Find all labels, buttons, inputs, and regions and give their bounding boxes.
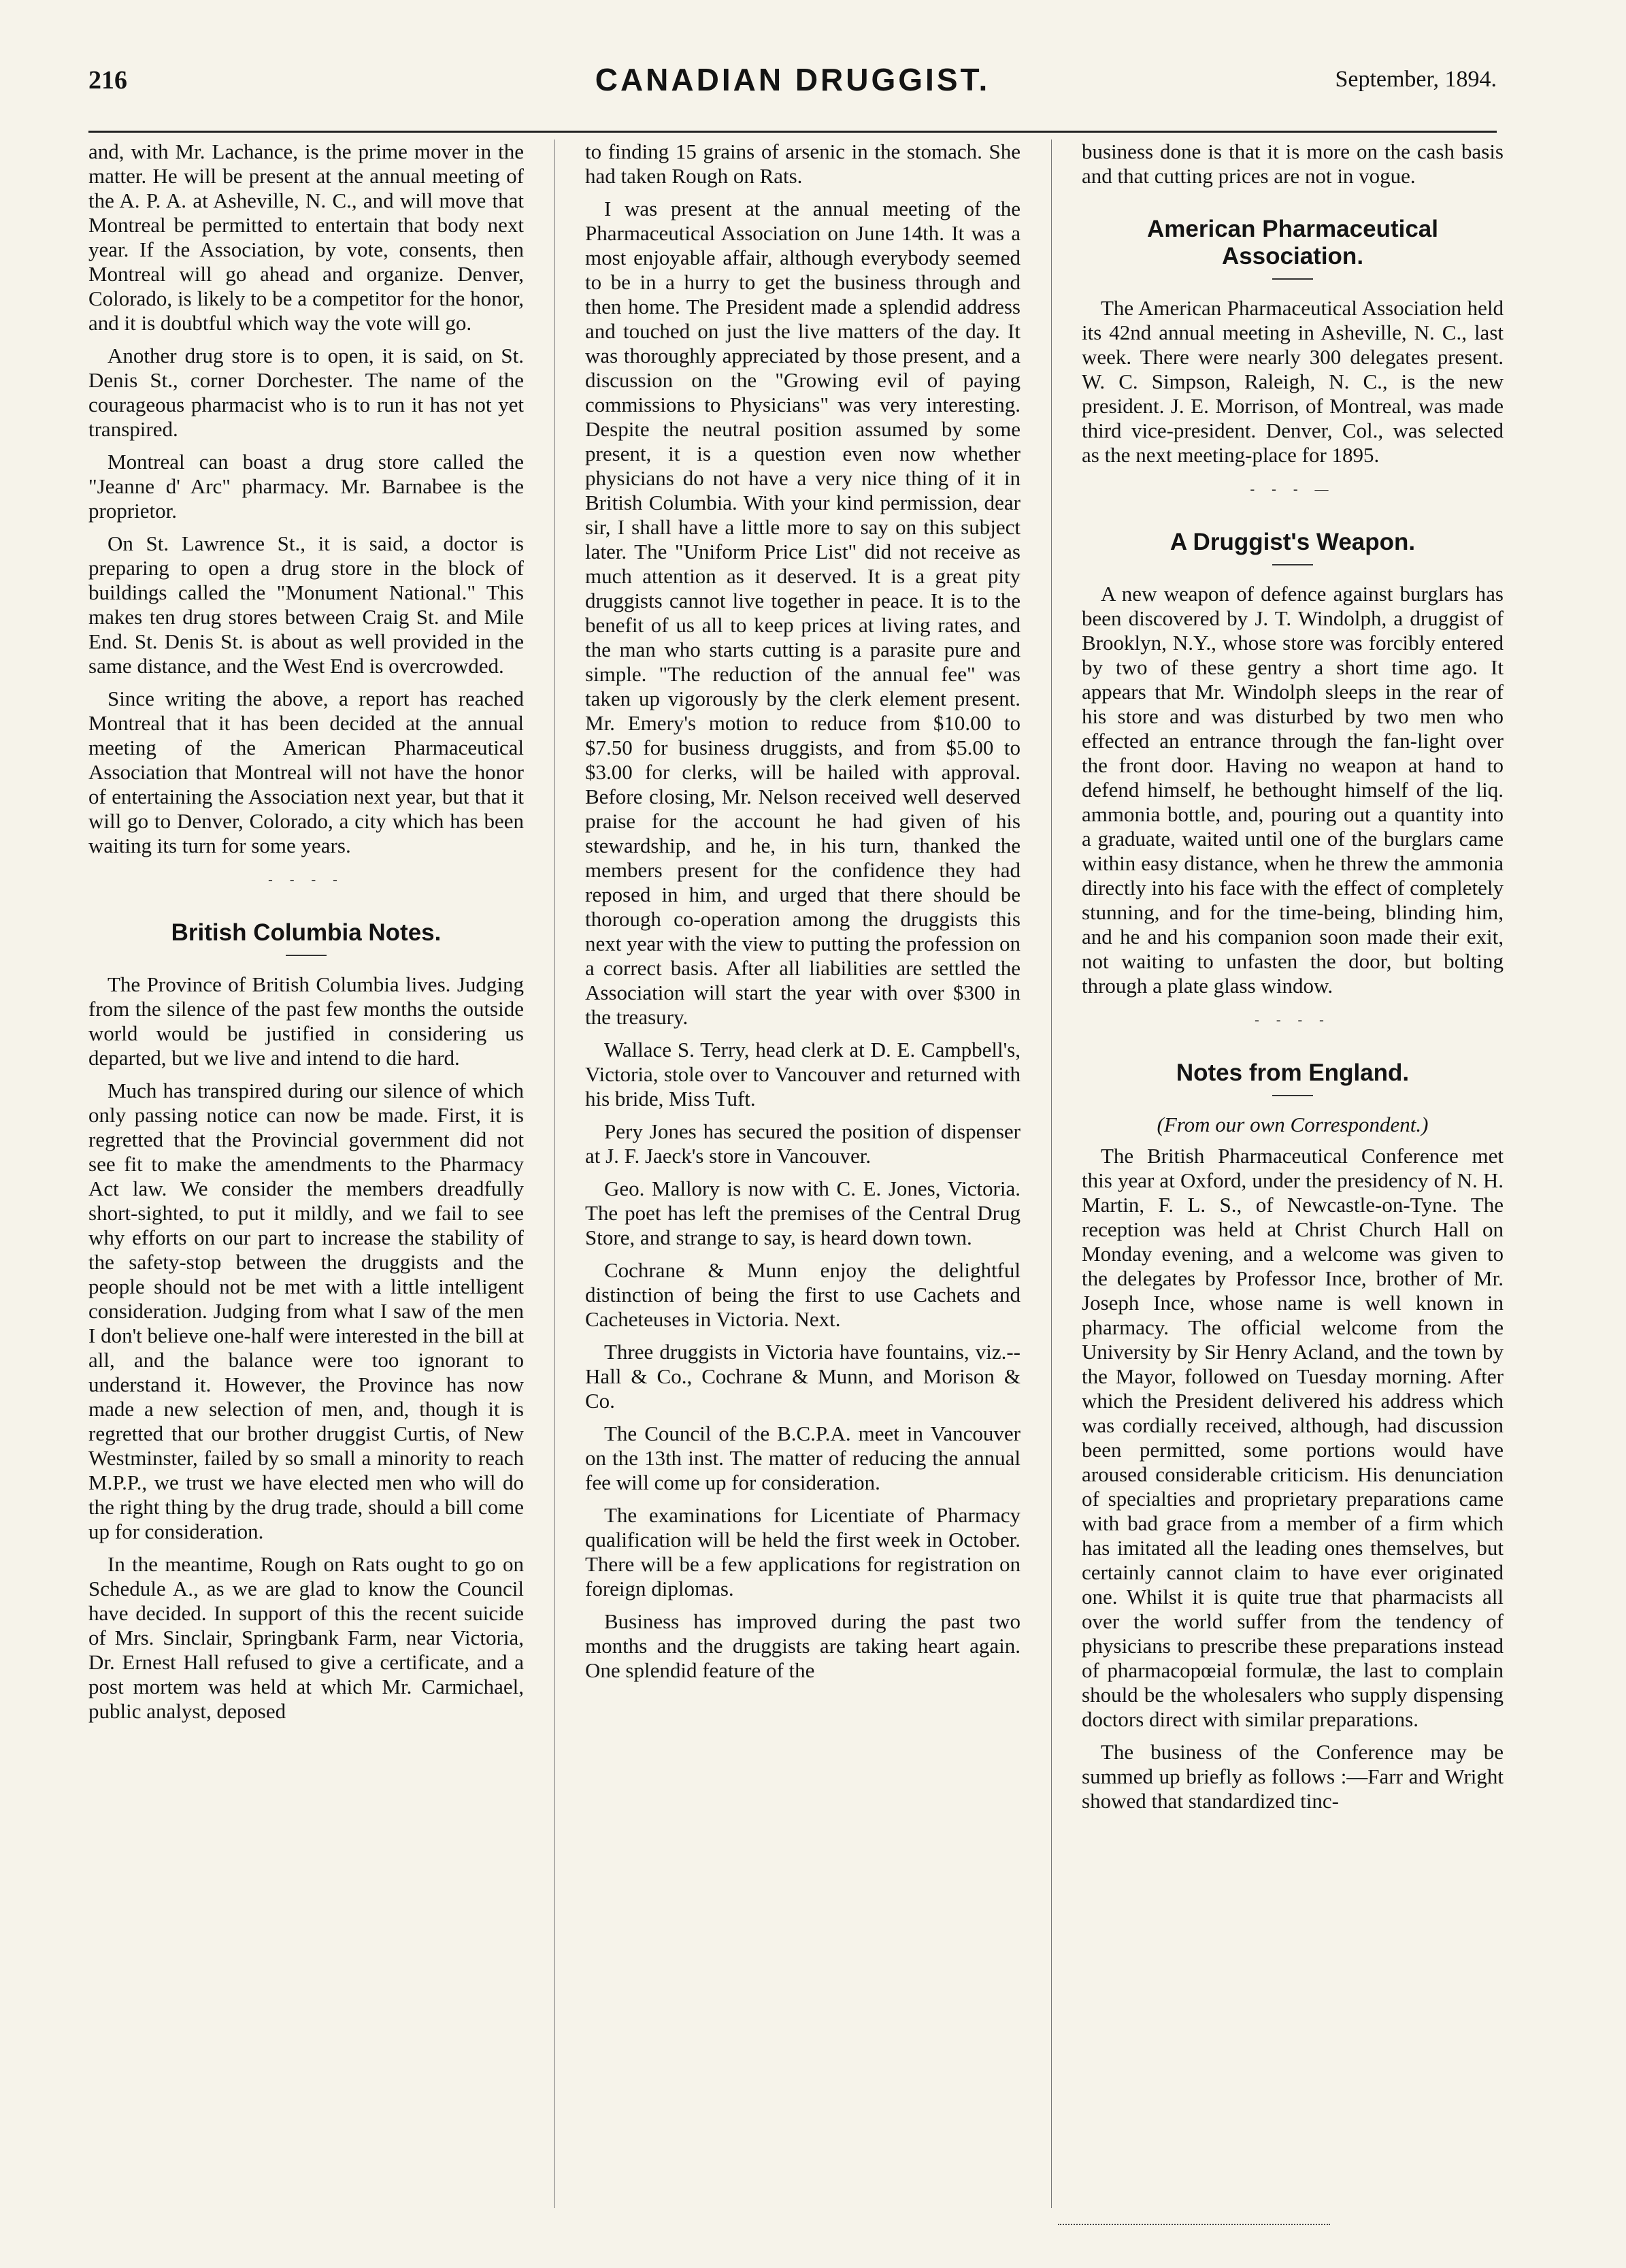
paragraph: Much has transpired during our silence of which only passing notice can now be made. First, it is regretted that the Provincial government did not see fit to make the amendments to the Pharmacy Act law. We consider the members dreadfully short-sighted, to put it mildly, and we fail to see why efforts on our part to increase the stability of the safety-stop between the druggists and the people should not be met with a little intelligent consideration. Judging from what I saw of the men I don't believe one-half were interested in the bill at all, and the balance were too ignorant to understand it. However, the Province has now made a new selection of men, and, though it is regretted that our brother druggist Curtis, of New Westminster, failed by so small a minority to reach M.P.P., we trust we have elected men who will do the right thing by the drug trade, should a bill come up for consideration. xyxy=(88,1079,524,1543)
paragraph: business done is that it is more on the cash basis and that cutting prices are not in vogue. xyxy=(1082,139,1504,188)
section-divider: - - - - xyxy=(1255,1013,1331,1028)
byline: (From our own Correspondent.) xyxy=(1157,1113,1429,1136)
column-2 xyxy=(585,139,1021,2215)
column-3 xyxy=(1082,139,1504,2215)
paragraph: Montreal can boast a drug store called the "Jeanne d' Arc" pharmacy. Mr. Barnabee is the proprietor. xyxy=(88,450,524,523)
paragraph: to finding 15 grains of arsenic in the stomach. She had taken Rough on Rats. xyxy=(585,139,1021,188)
section-heading: American Pharmaceutical Association. xyxy=(1147,216,1438,269)
column-1 xyxy=(88,139,524,2215)
paragraph: The Province of British Columbia lives. Judging from the silence of the past few months the outside world would be justified in considering us departed, but we live and intend to die hard. xyxy=(88,972,524,1070)
section-divider: - - - — xyxy=(1250,482,1335,497)
paragraph: A new weapon of defence against burglars has been discovered by J. T. Windolph, a druggist of Brooklyn, N.Y., whose store was forcibly entered by two of these gentry a short time ago. It appears that Mr. Windolph sleeps in the rear of his store and was disturbed by two men who effected an entrance through the fan-light over the front door. Having no weapon at hand to defend himself, he bethought himself of the liq. ammonia bottle, and, pouring out a quantity into a graduate, waited until one of the burglars came within easy distance, when he threw the ammonia directly into his face with the effect of completely stunning, and for the time-being, blinding him, and he and his companion soon made their exit, not waiting to unfasten the door, but bolting through a plate glass window. xyxy=(1082,582,1504,998)
section-heading: Notes from England. xyxy=(1176,1059,1410,1086)
paragraph: Business has improved during the past two months and the druggists are taking heart again. One splendid feature of the xyxy=(585,1609,1021,1682)
header-rule xyxy=(88,131,1497,133)
journal-title: CANADIAN DRUGGIST. xyxy=(595,62,991,97)
heading-rule xyxy=(1272,278,1313,280)
paragraph: and, with Mr. Lachance, is the prime mover in the matter. He will be present at the annual meeting of the A. P. A. at Asheville, N. C., and will move that Montreal be permitted to entertain that body next year. If the Association, by vote, consents, then Montreal will go ahead and organize. Denver, Colorado, is likely to be a competitor for the honor, and it is doubtful which way the vote will go. xyxy=(88,139,524,335)
paragraph: Another drug store is to open, it is said, on St. Denis St., corner Dorchester. The name of the courageous pharmacist who is to run it has not yet transpired. xyxy=(88,344,524,441)
heading-rule xyxy=(1272,564,1313,565)
issue-date: September, 1894. xyxy=(1335,67,1497,92)
page-number: 216 xyxy=(88,66,127,95)
paragraph: The examinations for Licentiate of Pharmacy qualification will be held the first week in October. There will be a few applications for registration on foreign diplomas. xyxy=(585,1503,1021,1600)
paragraph: In the meantime, Rough on Rats ought to go on Schedule A., as we are glad to know the Council have decided. In support of this the recent suicide of Mrs. Sinclair, Springbank Farm, near Victoria, Dr. Ernest Hall refused to give a certificate, and a post mortem was held at which Mr. Carmichael, public analyst, deposed xyxy=(88,1552,524,1723)
paragraph: The Council of the B.C.P.A. meet in Vancouver on the 13th inst. The matter of reducing the annual fee will come up for consideration. xyxy=(585,1421,1021,1494)
paragraph: On St. Lawrence St., it is said, a doctor is preparing to open a drug store in the block of buildings called the "Monument National." This makes ten drug stores between Craig St. and Mile End. St. Denis St. is about as well provided in the same distance, and the West End is overcrowded. xyxy=(88,531,524,678)
section-heading: British Columbia Notes. xyxy=(171,919,442,946)
paragraph: The business of the Conference may be summed up briefly as follows :—Farr and Wright showed that standardized tinc- xyxy=(1082,1740,1504,1813)
column-divider xyxy=(1051,139,1052,2208)
paragraph: Since writing the above, a report has reached Montreal that it has been decided at the annual meeting of the American Pharmaceutical Association that Montreal will not have the honor of entertaining the Association next year, but that it will go to Denver, Colorado, a city which has been waiting its turn for some years. xyxy=(88,687,524,857)
page-header xyxy=(88,61,1497,102)
paragraph: Three druggists in Victoria have fountains, viz.--Hall & Co., Cochrane & Munn, and Morison & Co. xyxy=(585,1340,1021,1413)
footer-dotted-rule xyxy=(1058,2224,1330,2225)
paragraph: Wallace S. Terry, head clerk at D. E. Campbell's, Victoria, stole over to Vancouver and returned with his bride, Miss Tuft. xyxy=(585,1038,1021,1111)
heading-rule xyxy=(1272,1095,1313,1096)
column-divider xyxy=(554,139,555,2208)
heading-rule xyxy=(286,955,327,956)
section-heading: A Druggist's Weapon. xyxy=(1169,529,1416,555)
paragraph: Pery Jones has secured the position of dispenser at J. F. Jaeck's store in Vancouver. xyxy=(585,1119,1021,1168)
paragraph: I was present at the annual meeting of the Pharmaceutical Association on June 14th. It was a most enjoyable affair, although everybody seemed to be in a hurry to get the business through and then home. The President made a splendid address and touched on just the live matters of the day. It was thoroughly appreciated by those present, and a discussion on the "Growing evil of paying commissions to Physicians" was very interesting. Despite the neutral position assumed by some present, it is a question even now whether physicians do not have a very nice thing of it in British Columbia. With your kind permission, dear sir, I shall have a little more to say on this subject later. The "Uniform Price List" did not receive as much attention as it deserved. It is a great pity druggists cannot live together in peace. It is to the benefit of us all to keep prices at living rates, and the man who starts cutting is a parasite pure and simple. "The reduction of the annual fee" was taken up vigorously by the clerk element present. Mr. Emery's motion to reduce from $10.00 to $7.50 for business druggists, and from $5.00 to $3.00 for clerks, will be hailed with approval. Before closing, Mr. Nelson received well deserved praise for the account he had given of his stewardship, and he, in his turn, thanked the members present for the confidence they had reposed in him, and urged that there should be thorough co-operation among the druggists this next year with the view to putting the profession on a correct basis. After all liabilities are settled the Association will start the year with over $300 in the treasury. xyxy=(585,197,1021,1029)
paragraph: Cochrane & Munn enjoy the delightful distinction of being the first to use Cachets and Cacheteuses in Victoria. Next. xyxy=(585,1258,1021,1331)
paragraph: Geo. Mallory is now with C. E. Jones, Victoria. The poet has left the premises of the Central Drug Store, and strange to say, is heard down town. xyxy=(585,1177,1021,1249)
paragraph: The American Pharmaceutical Association held its 42nd annual meeting in Asheville, N. C., last week. There were nearly 300 delegates present. W. C. Simpson, Raleigh, N. C., is the new president. J. E. Morrison, of Montreal, was made third vice-president. Denver, Col., was selected as the next meeting-place for 1895. xyxy=(1082,296,1504,467)
paragraph: The British Pharmaceutical Conference met this year at Oxford, under the presidency of N. H. Martin, F. L. S., of Newcastle-on-Tyne. The reception was held at Christ Church Hall on Monday evening, and a welcome was given to the delegates by Professor Ince, brother of Mr. Joseph Ince, whose name is well known in pharmacy. The official welcome from the University by Sir Henry Acland, and the town by the Mayor, followed on Tuesday morning. After which the President delivered his address which was cordially received, although, had discussion been permitted, some portions would have aroused considerable criticism. His denunciation of specialties and proprietary preparations came with bad grace from a member of a firm which has imitated all the leading ones themselves, but certainly cannot claim to have ever originated one. Whilst it is quite true that pharmacists all over the world suffer from the tendency of physicians to prescribe these preparations instead of pharmacopœial formulæ, the last to complain should be the wholesalers who supply dispensing doctors direct with similar preparations. xyxy=(1082,1144,1504,1731)
section-divider: - - - - xyxy=(268,872,344,887)
